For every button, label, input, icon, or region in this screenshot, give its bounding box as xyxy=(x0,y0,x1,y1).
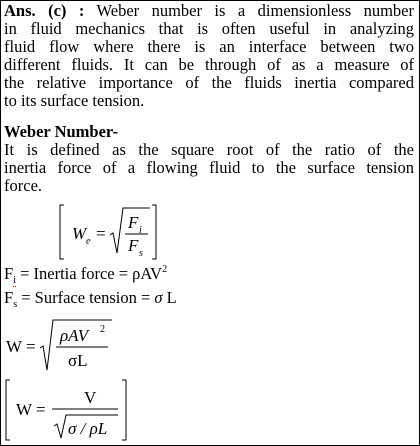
answer-line-4: different fluids. It can be through of as a measure of xyxy=(4,55,414,74)
formula2-numerator-sup: 2 xyxy=(100,324,105,335)
answer-line-3: fluid flow where there is an interface between two xyxy=(4,37,414,56)
answer-line-2: in fluid mechanics that is often useful in analyzing xyxy=(4,19,414,38)
formula-weber-velocity xyxy=(4,378,134,442)
formula3-denominator: σ / ρL xyxy=(68,419,108,438)
answer-label: Ans. (c) : xyxy=(4,1,85,20)
definition-paragraph xyxy=(4,141,414,195)
definition-line-1: It is defined as the square root of the ratio of the xyxy=(4,140,414,159)
definition-line-3: force. xyxy=(4,176,43,195)
formula1-denominator: F xyxy=(128,236,139,255)
formula-weber-number xyxy=(58,203,158,261)
formula1-lhs-sub: e xyxy=(86,236,91,247)
formula1-equals: = xyxy=(96,224,106,243)
inertia-force-definition: $F_i$ = Inertia force = ρAV$^2$ xyxy=(4,264,168,286)
definition-line-2: inertia force of a flowing fluid to the surface tension xyxy=(4,158,414,177)
formula3-numerator: V xyxy=(84,388,97,407)
formula1-lhs: W xyxy=(72,224,87,243)
formula-weber-expanded xyxy=(4,316,124,376)
answer-paragraph xyxy=(4,2,414,110)
formula1-denominator-sub: s xyxy=(139,248,143,259)
formula3-lhs: W = xyxy=(16,400,46,419)
surface-tension-definition: $F_s$ = Surface tension = σ L xyxy=(4,288,177,310)
section-heading: Weber Number- xyxy=(4,122,119,141)
formula1-numerator: F xyxy=(128,213,139,232)
formula2-numerator: ρAV xyxy=(60,326,89,345)
formula1-numerator-sub: i xyxy=(139,225,142,236)
answer-line-5: the relative importance of the fluids inertia compared xyxy=(4,73,414,92)
answer-line-1: Ans. (c) : Weber number is a dimensionless number xyxy=(4,1,415,20)
formula2-lhs: W = xyxy=(6,337,36,356)
answer-line-6: to its surface tension. xyxy=(4,91,145,110)
formula2-denominator: σL xyxy=(68,351,88,370)
